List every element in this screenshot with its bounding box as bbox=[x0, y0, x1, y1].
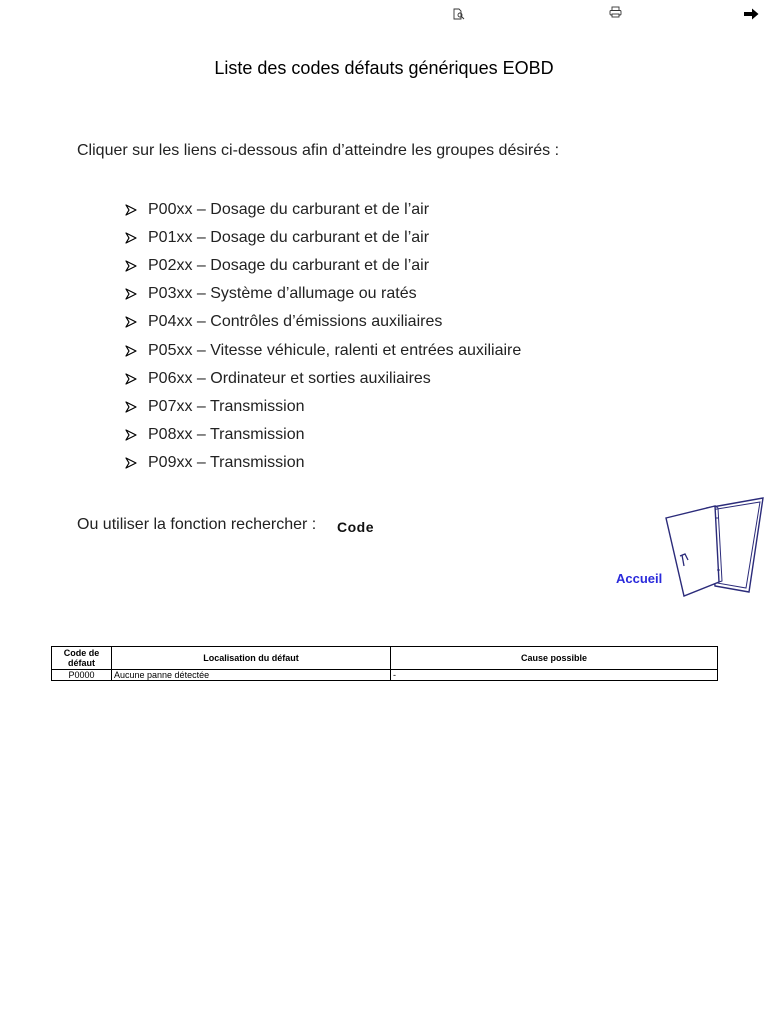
door-icon[interactable] bbox=[663, 496, 767, 600]
top-toolbar bbox=[0, 6, 768, 24]
group-link-label: P01xx – Dosage du carburant et de l’air bbox=[148, 229, 430, 247]
group-link-label: P09xx – Transmission bbox=[148, 453, 305, 471]
search-prompt: Ou utiliser la fonction rechercher : bbox=[77, 516, 317, 533]
group-link-p08xx[interactable] bbox=[125, 421, 521, 449]
group-link-p04xx[interactable] bbox=[125, 308, 521, 336]
group-link-p01xx[interactable] bbox=[125, 224, 521, 252]
fault-code-table bbox=[51, 646, 718, 681]
group-link-label: P07xx – Transmission bbox=[148, 397, 305, 415]
group-link-label: P03xx – Système d’allumage ou ratés bbox=[148, 285, 417, 303]
bullet-arrow-icon bbox=[125, 204, 148, 216]
search-code-button[interactable]: Code bbox=[337, 519, 374, 535]
header-code: Code de défaut bbox=[52, 647, 112, 670]
header-cause: Cause possible bbox=[391, 647, 718, 670]
bullet-arrow-icon bbox=[125, 373, 148, 385]
group-link-p05xx[interactable] bbox=[125, 336, 521, 364]
table-row bbox=[52, 670, 718, 681]
group-link-list bbox=[125, 196, 521, 477]
group-link-label: P08xx – Transmission bbox=[148, 425, 305, 443]
bullet-arrow-icon bbox=[125, 401, 148, 413]
cell-code: P0000 bbox=[52, 670, 112, 681]
preview-icon[interactable] bbox=[453, 8, 465, 20]
table-header-row bbox=[52, 647, 718, 670]
cell-location: Aucune panne détectée bbox=[112, 670, 391, 681]
group-link-label: P06xx – Ordinateur et sorties auxiliaires bbox=[148, 369, 431, 387]
bullet-arrow-icon bbox=[125, 288, 148, 300]
bullet-arrow-icon bbox=[125, 316, 148, 328]
bullet-arrow-icon bbox=[125, 260, 148, 272]
group-link-label: P04xx – Contrôles d’émissions auxiliaires bbox=[148, 313, 443, 331]
group-link-p07xx[interactable] bbox=[125, 393, 521, 421]
print-icon[interactable] bbox=[609, 6, 622, 18]
group-link-p03xx[interactable] bbox=[125, 280, 521, 308]
group-link-p06xx[interactable] bbox=[125, 365, 521, 393]
group-link-p02xx[interactable] bbox=[125, 252, 521, 280]
home-link[interactable]: Accueil bbox=[616, 571, 663, 586]
cell-cause: - bbox=[391, 670, 718, 681]
bullet-arrow-icon bbox=[125, 232, 148, 244]
group-link-label: P00xx – Dosage du carburant et de l’air bbox=[148, 201, 430, 219]
group-link-label: P05xx – Vitesse véhicule, ralenti et entrées auxiliaire bbox=[148, 341, 522, 359]
group-link-p09xx[interactable] bbox=[125, 449, 521, 477]
page-title: Liste des codes défauts génériques EOBD bbox=[214, 58, 554, 78]
bullet-arrow-icon bbox=[125, 457, 148, 469]
next-arrow-icon[interactable] bbox=[743, 8, 759, 20]
group-link-label: P02xx – Dosage du carburant et de l’air bbox=[148, 257, 430, 275]
group-link-p00xx[interactable] bbox=[125, 196, 521, 224]
header-location: Localisation du défaut bbox=[112, 647, 391, 670]
bullet-arrow-icon bbox=[125, 429, 148, 441]
bullet-arrow-icon bbox=[125, 345, 148, 357]
intro-text: Cliquer sur les liens ci-dessous afin d’atteindre les groupes désirés : bbox=[77, 142, 560, 159]
